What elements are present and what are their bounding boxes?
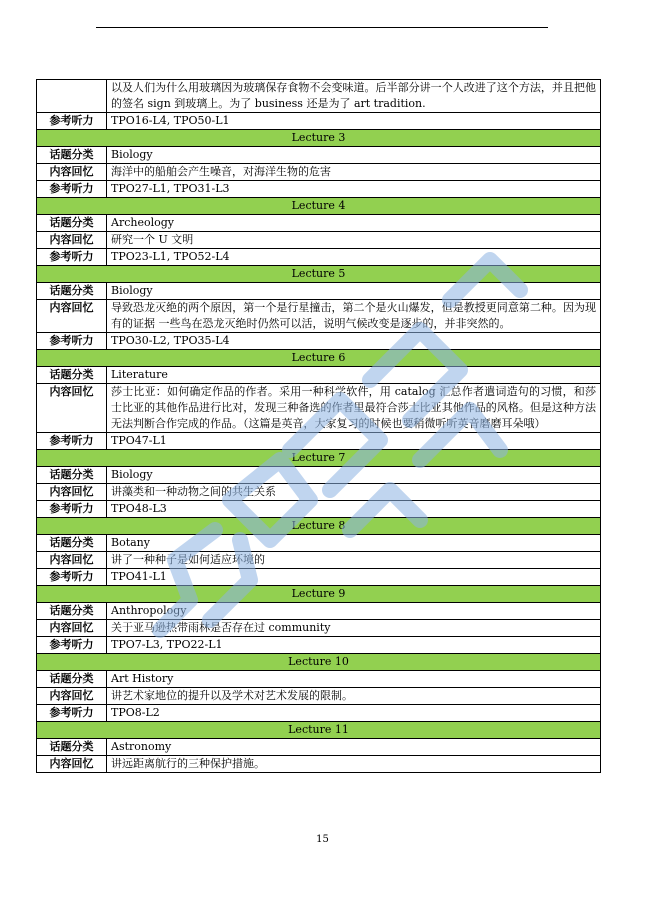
table-row <box>37 249 601 266</box>
lecture-header-row <box>37 450 601 467</box>
row-content: Anthropology <box>107 603 601 620</box>
row-content: 海洋中的船舶会产生噪音，对海洋生物的危害 <box>107 164 601 181</box>
table-row <box>37 552 601 569</box>
lecture-title: Lecture 11 <box>37 722 601 739</box>
table-row <box>37 688 601 705</box>
row-content: TPO27-L1, TPO31-L3 <box>107 181 601 198</box>
row-content: 讲艺术家地位的提升以及学术对艺术发展的限制。 <box>107 688 601 705</box>
row-label: 内容回忆 <box>37 232 107 249</box>
row-label: 参考听力 <box>37 705 107 722</box>
row-label: 内容回忆 <box>37 688 107 705</box>
lecture-title: Lecture 7 <box>37 450 601 467</box>
lecture-title: Lecture 3 <box>37 130 601 147</box>
row-content: Biology <box>107 147 601 164</box>
lecture-title: Lecture 6 <box>37 350 601 367</box>
row-label: 内容回忆 <box>37 300 107 333</box>
row-label <box>37 80 107 113</box>
lecture-header-row <box>37 586 601 603</box>
row-label: 参考听力 <box>37 637 107 654</box>
table-row <box>37 603 601 620</box>
row-label: 话题分类 <box>37 147 107 164</box>
row-content: TPO16-L4, TPO50-L1 <box>107 113 601 130</box>
table-row <box>37 384 601 433</box>
row-content: Biology <box>107 283 601 300</box>
row-content: TPO30-L2, TPO35-L4 <box>107 333 601 350</box>
table-row <box>37 300 601 333</box>
row-label: 话题分类 <box>37 535 107 552</box>
table-row <box>37 756 601 773</box>
table-row <box>37 215 601 232</box>
row-label: 内容回忆 <box>37 384 107 433</box>
row-label: 话题分类 <box>37 367 107 384</box>
row-content: 讲了一种种子是如何适应环境的 <box>107 552 601 569</box>
row-content: TPO47-L1 <box>107 433 601 450</box>
lecture-header-row <box>37 266 601 283</box>
row-content: TPO8-L2 <box>107 705 601 722</box>
row-content: Archeology <box>107 215 601 232</box>
table-row <box>37 705 601 722</box>
row-content: Literature <box>107 367 601 384</box>
table-row <box>37 367 601 384</box>
row-content: 讲藻类和一种动物之间的共生关系 <box>107 484 601 501</box>
table-row <box>37 671 601 688</box>
row-content: 关于亚马逊热带雨林是否存在过 community <box>107 620 601 637</box>
lecture-header-row <box>37 518 601 535</box>
table-row <box>37 484 601 501</box>
table-row <box>37 164 601 181</box>
row-content: 研究一个 U 文明 <box>107 232 601 249</box>
row-label: 参考听力 <box>37 501 107 518</box>
table-row <box>37 739 601 756</box>
row-label: 话题分类 <box>37 739 107 756</box>
lecture-header-row <box>37 350 601 367</box>
row-label: 内容回忆 <box>37 164 107 181</box>
row-label: 内容回忆 <box>37 756 107 773</box>
row-label: 话题分类 <box>37 467 107 484</box>
table-row <box>37 620 601 637</box>
row-label: 参考听力 <box>37 333 107 350</box>
table-row <box>37 501 601 518</box>
row-label: 话题分类 <box>37 671 107 688</box>
row-label: 话题分类 <box>37 215 107 232</box>
table-row <box>37 80 601 113</box>
row-content: 导致恐龙灭绝的两个原因，第一个是行星撞击，第二个是火山爆发，但是教授更同意第二种。因为现有的证据 一些鸟在恐龙灭绝时仍然可以活，说明气候改变是逐步的，并非突然的。 <box>107 300 601 333</box>
row-label: 参考听力 <box>37 569 107 586</box>
table-row <box>37 113 601 130</box>
table-row <box>37 333 601 350</box>
table-row <box>37 535 601 552</box>
table-row <box>37 467 601 484</box>
lecture-header-row <box>37 722 601 739</box>
row-content: Botany <box>107 535 601 552</box>
table-row <box>37 433 601 450</box>
row-label: 内容回忆 <box>37 552 107 569</box>
table-row <box>37 181 601 198</box>
row-content: TPO23-L1, TPO52-L4 <box>107 249 601 266</box>
table-row <box>37 147 601 164</box>
row-label: 参考听力 <box>37 433 107 450</box>
header-rule <box>96 27 548 28</box>
lecture-title: Lecture 10 <box>37 654 601 671</box>
table-row <box>37 637 601 654</box>
table-row <box>37 232 601 249</box>
row-label: 话题分类 <box>37 603 107 620</box>
row-label: 内容回忆 <box>37 620 107 637</box>
row-content: 讲远距离航行的三种保护措施。 <box>107 756 601 773</box>
table-row <box>37 569 601 586</box>
row-content: Art History <box>107 671 601 688</box>
row-label: 参考听力 <box>37 113 107 130</box>
row-content: Astronomy <box>107 739 601 756</box>
row-content: TPO41-L1 <box>107 569 601 586</box>
row-label: 参考听力 <box>37 181 107 198</box>
lecture-title: Lecture 5 <box>37 266 601 283</box>
lecture-header-row <box>37 198 601 215</box>
row-content: TPO48-L3 <box>107 501 601 518</box>
row-content: Biology <box>107 467 601 484</box>
lecture-table <box>36 79 601 773</box>
lecture-header-row <box>37 654 601 671</box>
table-row <box>37 283 601 300</box>
row-content: 以及人们为什么用玻璃因为玻璃保存食物不会变味道。后半部分讲一个人改进了这个方法，并且把他的签名 sign 到玻璃上。为了 business 还是为了 art tradition. <box>107 80 601 113</box>
lecture-title: Lecture 4 <box>37 198 601 215</box>
row-label: 内容回忆 <box>37 484 107 501</box>
row-content: TPO7-L3, TPO22-L1 <box>107 637 601 654</box>
row-label: 参考听力 <box>37 249 107 266</box>
row-label: 话题分类 <box>37 283 107 300</box>
row-content: 莎士比亚：如何确定作品的作者。采用一种科学软件，用 catalog 汇总作者遣词造句的习惯，和莎士比亚的其他作品进行比对，发现三种备选的作者里最符合莎士比亚其他作品的风格。但是这种方法无法判断合作完成的作品。（这篇是英音，大家复习的时候也要稍微听听英音磨磨耳朵哦） <box>107 384 601 433</box>
lecture-header-row <box>37 130 601 147</box>
page-number: 15 <box>316 834 329 845</box>
lecture-title: Lecture 8 <box>37 518 601 535</box>
lecture-title: Lecture 9 <box>37 586 601 603</box>
